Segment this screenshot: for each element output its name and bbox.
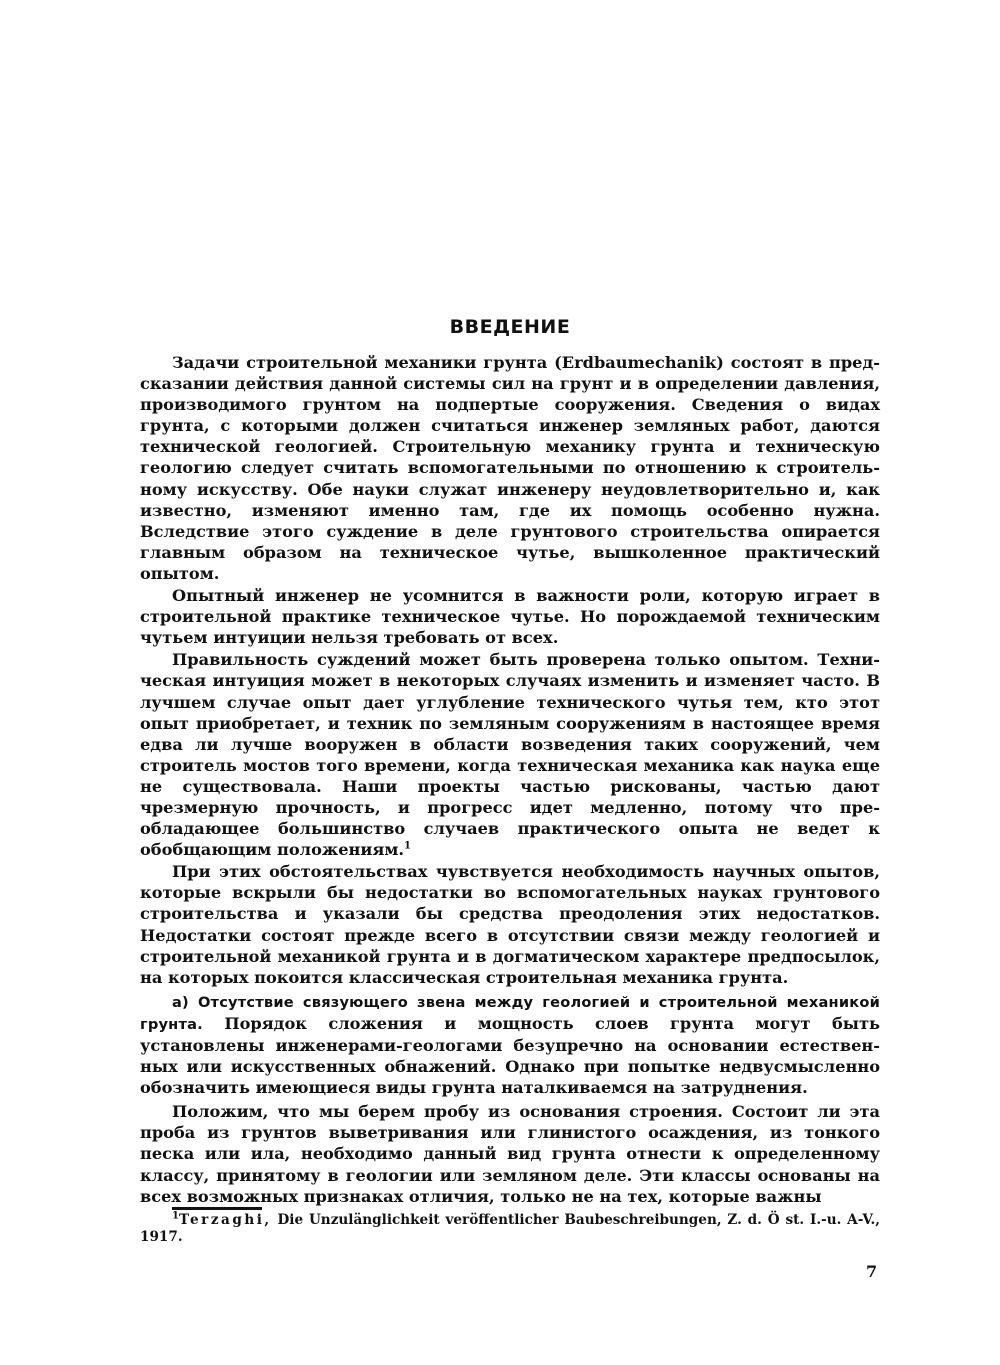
page-body bbox=[140, 312, 880, 1207]
footnote-reference: 1 bbox=[404, 840, 411, 852]
paragraph-1: Задачи строительной механики грунта (Erdbaumechanik) состоят в предсказании действия данной системы сил на грунт и в определении давления, производимого грунтом на подпертые сооружения. Сведения о видах грунта, с которыми должен считаться инженер земляных работ, даются технической геологией. Строительную механику грунта и техническую геологию следует считать вспомогательными по отношению к строительному искусству. Обе науки служат инженеру неудовлетворительно и, как известно, изменяют именно там, где их помощь особенно нужна. Вследствие этого суждение в деле грунтового строительства опирается главным образом на техническое чутье, вышколенное практический опытом. bbox=[140, 353, 880, 583]
footnote-divider bbox=[172, 1207, 262, 1210]
footnote-mark: 1 bbox=[172, 1210, 179, 1222]
section-subheading: а) Отсутствие связующего звена между геологией и строительной механикой грунта. bbox=[140, 993, 880, 1033]
paragraph-6: Положим, что мы берем пробу из основания строения. Состоит ли эта проба из грунтов выветривания или глинистого осаждения, из тонкого песка или ила, необходимо данный вид грунта отнести к определенному классу, принятому в геологии или земляном деле. Эти классы основаны на всех возможных признаках отличия, только не на тех, которые важны bbox=[140, 1102, 880, 1206]
footnote bbox=[140, 1212, 880, 1246]
paragraph-3-text: Правильность суждений может быть проверена только опытом. Техническая интуиция может в некоторых случаях изменить и изменяет часто. В лучшем случае опыт дает углубление технического чутья тем, кто этот опыт приобретает, и техник по земляным сооружениям в настоящее время едва ли лучше вооружен в области возведения таких сооружений, чем строитель мостов того времени, когда техническая механика как наука еще не существовала. Наши проекты частью рискованы, частью дают чрезмерную прочность, и прогресс идет медленно, потому что преобладающее большинство случаев практического опыта не ведет к обобщающим положениям. bbox=[140, 650, 880, 860]
footnote-author: Terzaghi, bbox=[178, 1212, 272, 1228]
page-title: ВВЕДЕНИЕ bbox=[449, 316, 571, 338]
footnote-text: Die Unzulänglichkeit veröffentlicher Baubeschreibungen, Z. d. Ö st. I.-u. A-V., 1917. bbox=[140, 1212, 880, 1245]
page-number: 7 bbox=[866, 1262, 878, 1281]
paragraph-5 bbox=[140, 991, 880, 1098]
paragraph-2: Опытный инженер не усомнится в важности роли, которую играет в строительной практике техническое чутье. Но порождаемой техническим чутьем интуиции нельзя требовать от всех. bbox=[140, 586, 880, 648]
paragraph-5-text: Порядок сложения и мощность слоев грунта могут быть установлены инженерами-геологами безупречно на основании естественных или искусственных обнажений. Однако при попытке недвусмысленно обозначить имеющиеся виды грунта наталкиваемся на затруднения. bbox=[140, 1013, 880, 1098]
paragraph-3 bbox=[140, 649, 880, 860]
paragraph-4: При этих обстоятельствах чувствуется необходимость научных опытов, которые вскрыли бы недостатки во вспомогательных науках грунтового строительства и указали бы средства преодоления этих недостатков. Недостатки состоят прежде всего в отсутствии связи между геологией и строительной механикой грунта и в догматическом характере предпосылок, на которых покоится классическая строительная механика грунта. bbox=[140, 862, 880, 987]
